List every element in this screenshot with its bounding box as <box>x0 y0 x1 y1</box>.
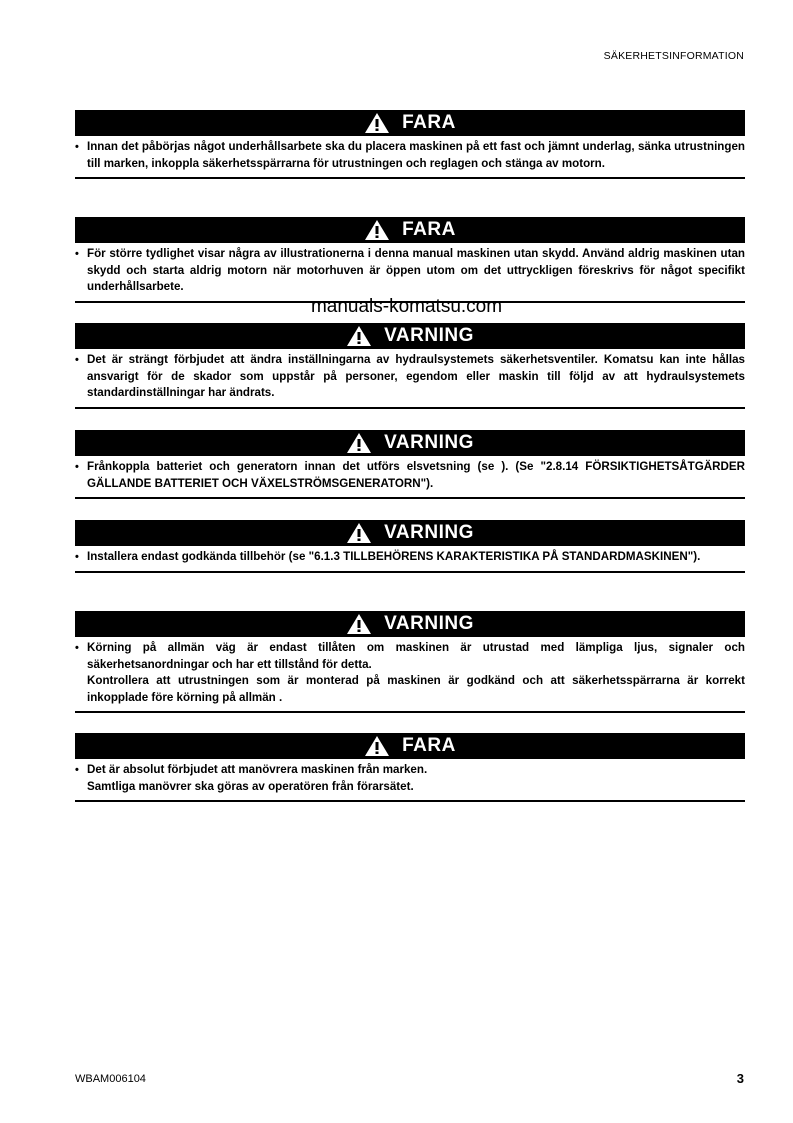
safety-block-warning <box>75 611 745 713</box>
signal-word: VARNING <box>384 325 474 346</box>
bullet-icon: • <box>75 642 79 654</box>
divider <box>75 571 745 573</box>
signal-word: VARNING <box>384 432 474 453</box>
watermark: manuals-komatsu.com <box>310 296 503 317</box>
signal-word: FARA <box>402 219 456 240</box>
signal-word-bar <box>75 520 745 546</box>
message-text: Samtliga manövrer ska göras av operatören från förarsätet. <box>87 779 414 793</box>
divider <box>75 800 745 802</box>
signal-word-bar <box>75 733 745 759</box>
document-code: WBAM006104 <box>75 1073 146 1085</box>
safety-message <box>75 637 745 711</box>
divider <box>75 497 745 499</box>
signal-word-bar <box>75 611 745 637</box>
bullet-icon: • <box>75 764 79 776</box>
safety-message <box>75 349 745 407</box>
safety-block-warning <box>75 323 745 409</box>
message-text: Det är absolut förbjudet att manövrera maskinen från marken. <box>87 763 428 776</box>
safety-block-warning <box>75 430 745 499</box>
bullet-icon: • <box>75 141 79 153</box>
divider <box>75 407 745 409</box>
warning-triangle-icon <box>364 112 390 134</box>
message-text: Det är strängt förbjudet att ändra inställningarna av hydraulsystemets säkerhetsventiler. Komatsu kan inte hållas ansvarigt för de skador som uppstår på personer, egendom eller maskin till följd av att hydraulsystemets standardinställningar har ändrats. <box>87 353 745 399</box>
safety-message <box>75 243 745 301</box>
message-text: Körning på allmän väg är endast tillåten om maskinen är utrustad med lämpliga ljus, signaler och säkerhetsanordningar och har ett tillstånd för detta. <box>87 641 745 671</box>
safety-message <box>75 759 745 800</box>
message-text: Kontrollera att utrustningen som är monterad på maskinen är godkänd och att säkerhetsspärrarna är korrekt inkopplade före körning på allmän . <box>87 674 745 704</box>
warning-triangle-icon <box>346 325 372 347</box>
warning-triangle-icon <box>346 613 372 635</box>
safety-block-danger <box>75 110 745 179</box>
signal-word: FARA <box>402 112 456 133</box>
safety-block-warning <box>75 520 745 573</box>
safety-message <box>75 546 745 571</box>
page-number: 3 <box>736 1071 744 1086</box>
signal-word-bar <box>75 323 745 349</box>
signal-word: VARNING <box>384 522 474 543</box>
warning-triangle-icon <box>346 522 372 544</box>
signal-word-bar <box>75 110 745 136</box>
message-text: Installera endast godkända tillbehör (se "6.1.3 TILLBEHÖRENS KARAKTERISTIKA PÅ STANDARDMASKINEN"). <box>87 550 701 563</box>
safety-message <box>75 456 745 497</box>
warning-triangle-icon <box>364 735 390 757</box>
warning-triangle-icon <box>364 219 390 241</box>
section-title: SÄKERHETSINFORMATION <box>603 50 744 62</box>
message-text: Innan det påbörjas något underhållsarbete ska du placera maskinen på ett fast och jämnt underlag, sänka utrustningen till marken, inkoppla säkerhetsspärrarna för utrustningen och reglagen och stänga av motorn. <box>87 140 745 170</box>
divider <box>75 711 745 713</box>
bullet-icon: • <box>75 248 79 260</box>
bullet-icon: • <box>75 354 79 366</box>
message-text: Frånkoppla batteriet och generatorn innan det utförs elsvetsning (se ). (Se "2.8.14 FÖRSIKTIGHETSÅTGÄRDER GÄLLANDE BATTERIET OCH VÄXELSTRÖMSGENERATORN"). <box>87 460 745 490</box>
safety-block-danger <box>75 733 745 802</box>
bullet-icon: • <box>75 551 79 563</box>
divider <box>75 177 745 179</box>
signal-word: VARNING <box>384 613 474 634</box>
bullet-icon: • <box>75 461 79 473</box>
signal-word-bar <box>75 430 745 456</box>
safety-message <box>75 136 745 177</box>
signal-word: FARA <box>402 735 456 756</box>
signal-word-bar <box>75 217 745 243</box>
safety-block-danger <box>75 217 745 303</box>
message-text: För större tydlighet visar några av illustrationerna i denna manual maskinen utan skydd. Använd aldrig maskinen utan skydd och starta aldrig motorn när motorhuven är öppen utom om det uttryckligen föreskrivs för något specifikt underhållsarbete. <box>87 247 745 293</box>
warning-triangle-icon <box>346 432 372 454</box>
